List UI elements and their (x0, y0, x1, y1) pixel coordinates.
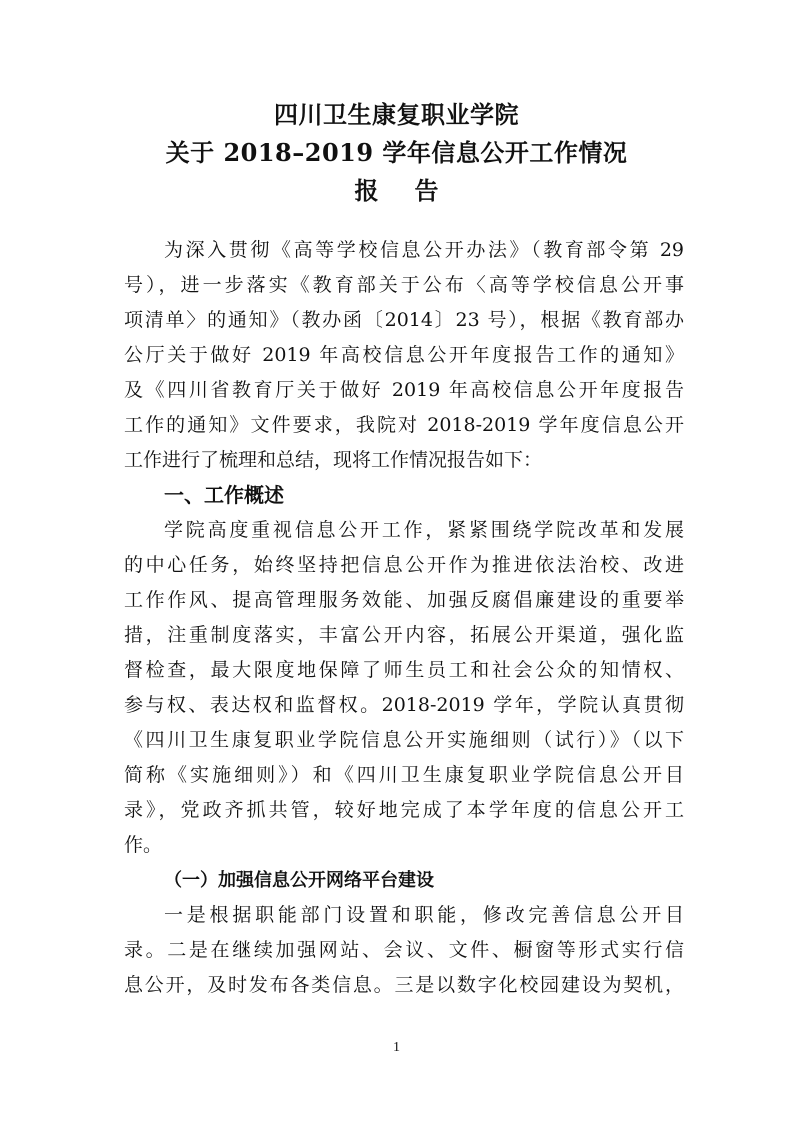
paragraph-line: 及《四川省教育厅关于做好 2019 年高校信息公开年度报告 (124, 379, 684, 401)
document-body (124, 233, 684, 1003)
paragraph-line: 录》，党政齐抓共管，较好地完成了本学年度的信息公开工 (124, 799, 684, 821)
paragraph-line: 《四川卫生康复职业学院信息公开实施细则（试行）》（以下 (124, 729, 684, 751)
paragraph-line: 为深入贯彻《高等学校信息公开办法》（教育部令第 29 (164, 239, 684, 261)
paragraph-line: 公厅关于做好 2019 年高校信息公开年度报告工作的通知》 (124, 344, 684, 366)
paragraph-line: 录。二是在继续加强网站、会议、文件、橱窗等形式实行信 (124, 939, 684, 961)
subsection-heading: （一）加强信息公开网络平台建设 (164, 870, 434, 891)
paragraph-line: 作。 (124, 834, 163, 856)
paragraph-line: 简称《实施细则》）和《四川卫生康复职业学院信息公开目 (124, 764, 684, 786)
paragraph-line: 一是根据职能部门设置和职能，修改完善信息公开目 (164, 904, 684, 926)
title-line-subject: 关于 2018–2019 学年信息公开工作情况 (165, 138, 628, 167)
title-line-institution: 四川卫生康复职业学院 (274, 100, 519, 129)
paragraph-line: 工作的通知》文件要求，我院对 2018-2019 学年度信息公开 (124, 414, 684, 436)
page-number: 1 (393, 1040, 400, 1055)
paragraph-line: 参与权、表达权和监督权。2018-2019 学年，学院认真贯彻 (124, 694, 684, 716)
paragraph-line: 号），进一步落实《教育部关于公布〈高等学校信息公开事 (124, 274, 684, 296)
paragraph-line: 工作进行了梳理和总结，现将工作情况报告如下： (124, 449, 543, 471)
paragraph-line: 息公开，及时发布各类信息。三是以数字化校园建设为契机， (124, 974, 684, 996)
document-title (0, 96, 793, 210)
paragraph-line: 工作作风、提高管理服务效能、加强反腐倡廉建设的重要举 (124, 589, 684, 611)
paragraph-line: 措，注重制度落实，丰富公开内容，拓展公开渠道，强化监 (124, 624, 684, 646)
paragraph-line: 的中心任务，始终坚持把信息公开作为推进依法治校、改进 (124, 554, 684, 576)
paragraph-line: 项清单〉的通知》（教办函〔2014〕23 号），根据《教育部办 (124, 309, 684, 331)
paragraph-line: 学院高度重视信息公开工作，紧紧围绕学院改革和发展 (164, 519, 684, 541)
paragraph-line: 督检查，最大限度地保障了师生员工和社会公众的知情权、 (124, 659, 684, 681)
title-line-report: 报告 (354, 176, 475, 205)
section-heading: 一、工作概述 (164, 483, 284, 507)
